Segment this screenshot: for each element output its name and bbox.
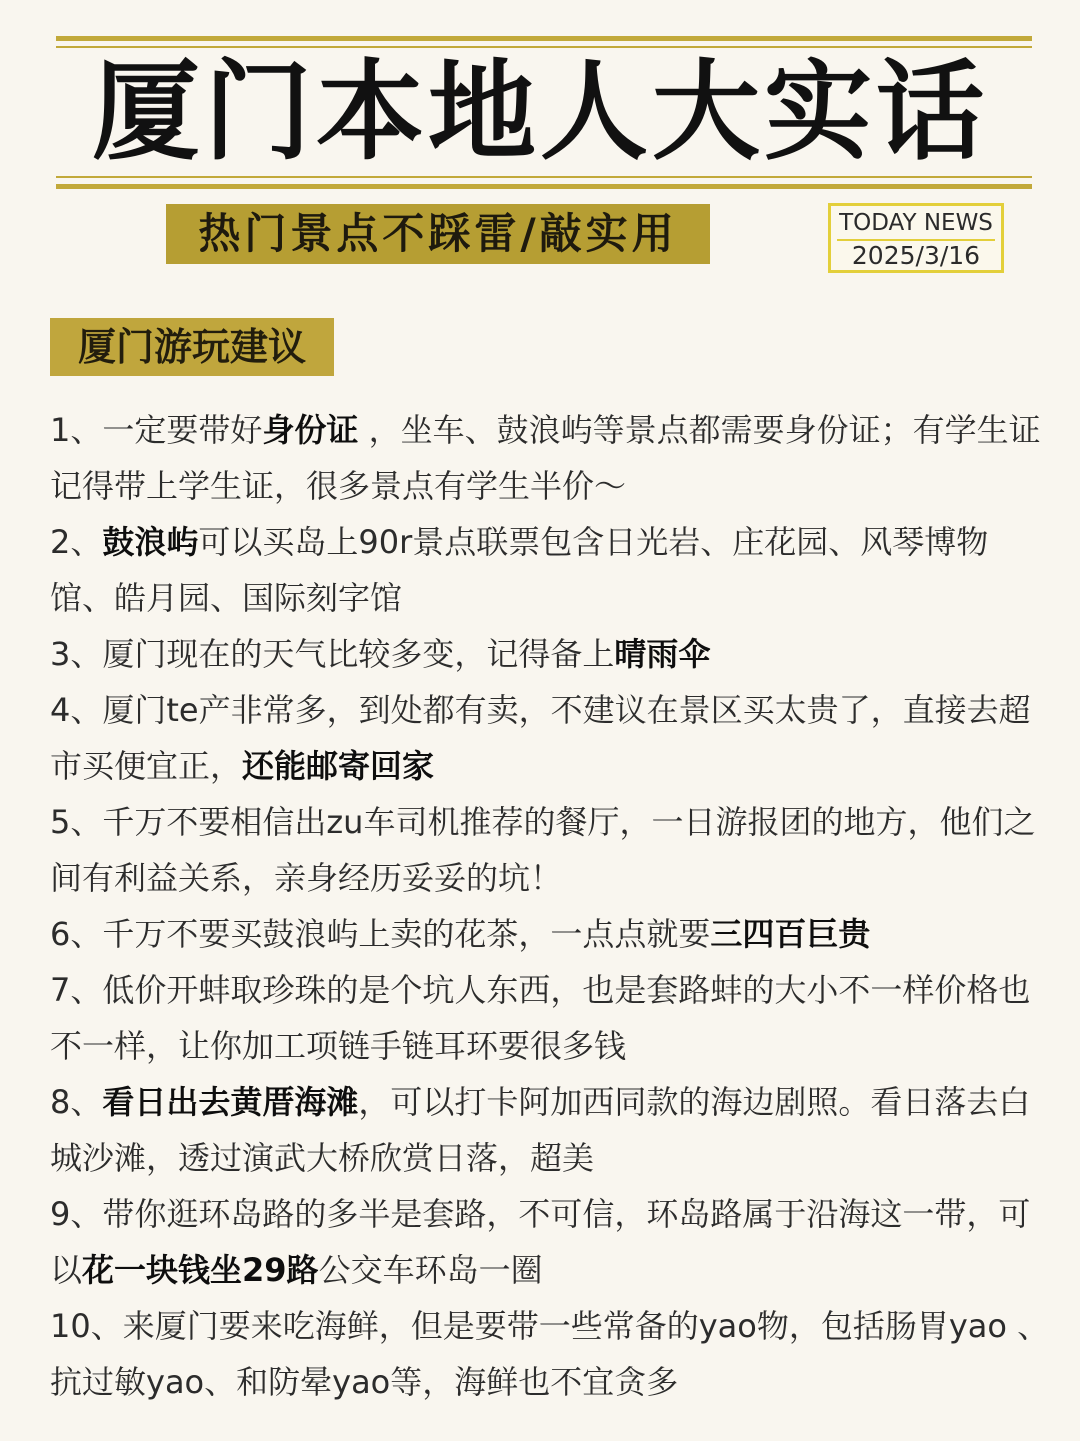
tip-item-5: 5、千万不要相信出zu车司机推荐的餐厅，一日游报团的地方，他们之间有利益关系，亲身经历妥妥的坑！	[50, 803, 1036, 897]
tip-item-2: 2、鼓浪屿可以买岛上90r景点联票包含日光岩、庄花园、风琴博物馆、皓月园、国际刻字馆	[50, 523, 989, 617]
title-bottom-rule-thin	[56, 176, 1032, 178]
top-rule	[56, 36, 1032, 41]
tip-item-10: 10、来厦门要来吃海鲜，但是要带一些常备的yao物，包括肠胃yao 、抗过敏yao、和防晕yao等，海鲜也不宜贪多	[50, 1307, 1050, 1401]
tip-item-6: 6、千万不要买鼓浪屿上卖的花茶，一点点就要三四百巨贵	[50, 915, 871, 953]
tip-item-9: 9、带你逛环岛路的多半是套路，不可信，环岛路属于沿海这一带，可以花一块钱坐29路公交车环岛一圈	[50, 1195, 1031, 1289]
tips-list	[50, 402, 1050, 1410]
news-date: 2025/3/16	[851, 241, 981, 270]
tip-item-1: 1、一定要带好身份证 ，坐车、鼓浪屿等景点都需要身份证；有学生证记得带上学生证，很多景点有学生半价～	[50, 411, 1041, 505]
tip-item-7: 7、低价开蚌取珍珠的是个坑人东西，也是套路蚌的大小不一样价格也不一样，让你加工项链手链耳环要很多钱	[50, 971, 1031, 1065]
tip-item-8: 8、看日出去黄厝海滩，可以打卡阿加西同款的海边剧照。看日落去白城沙滩，透过演武大桥欣赏日落，超美	[50, 1083, 1031, 1177]
page-title: 厦门本地人大实话	[91, 50, 988, 175]
today-news-box	[828, 203, 1004, 273]
title-bottom-rule	[56, 184, 1032, 189]
section-title: 厦门游玩建议	[50, 318, 334, 376]
tip-item-4: 4、厦门te产非常多，到处都有卖，不建议在景区买太贵了，直接去超市买便宜正，还能邮寄回家	[50, 691, 1031, 785]
today-news-label: TODAY NEWS	[839, 210, 993, 236]
subtitle-banner: 热门景点不踩雷/敲实用	[166, 204, 710, 264]
tip-item-3: 3、厦门现在的天气比较多变，记得备上晴雨伞	[50, 635, 711, 673]
